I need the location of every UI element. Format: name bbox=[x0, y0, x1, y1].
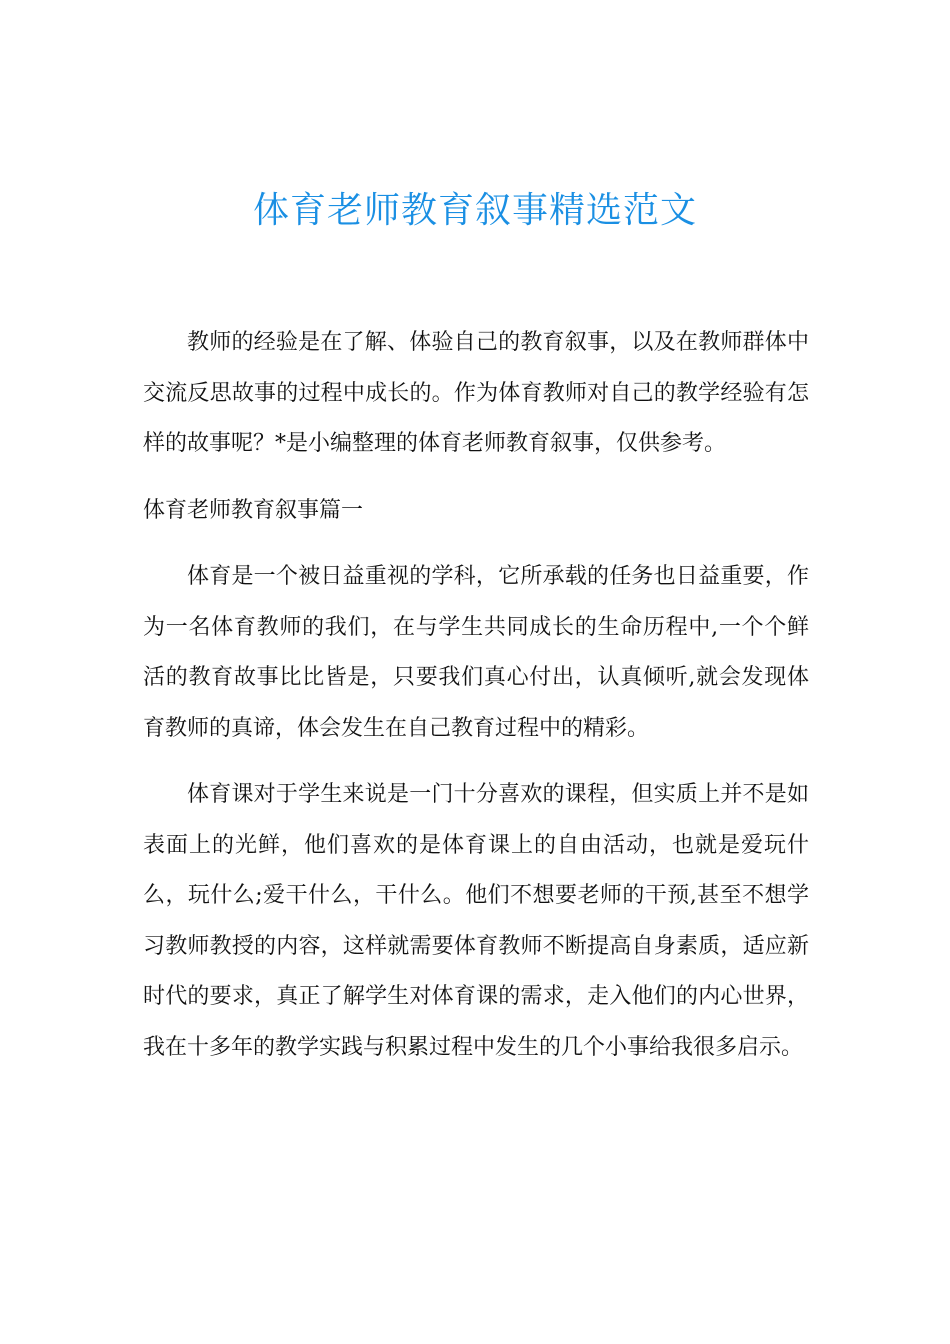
document-body bbox=[143, 318, 809, 1089]
intro-paragraph: 教师的经验是在了解、体验自己的教育叙事，以及在教师群体中交流反思故事的过程中成长的。作为体育教师对自己的教学经验有怎样的故事呢？*是小编整理的体育老师教育叙事，仅供参考。 bbox=[143, 330, 809, 456]
document-title: 体育老师教育叙事精选范文 bbox=[252, 190, 697, 231]
body-paragraph-2: 体育课对于学生来说是一门十分喜欢的课程，但实质上并不是如表面上的光鲜，他们喜欢的是体育课上的自由活动，也就是爱玩什么，玩什么;爱干什么，干什么。他们不想要老师的干预,甚至不想学习教师教授的内容，这样就需要体育教师不断提高自身素质，适应新时代的要求，真正了解学生对体育课的需求，走入他们的内心世界，我在十多年的教学实践与积累过程中发生的几个小事给我很多启示。 bbox=[143, 782, 809, 1060]
body-paragraph-1: 体育是一个被日益重视的学科，它所承载的任务也日益重要，作为一名体育教师的我们，在与学生共同成长的生命历程中,一个个鲜活的教育故事比比皆是，只要我们真心付出，认真倾听,就会发现体育教师的真谛，体会发生在自己教育过程中的精彩。 bbox=[143, 564, 809, 741]
section-heading: 体育老师教育叙事篇一 bbox=[143, 497, 364, 523]
